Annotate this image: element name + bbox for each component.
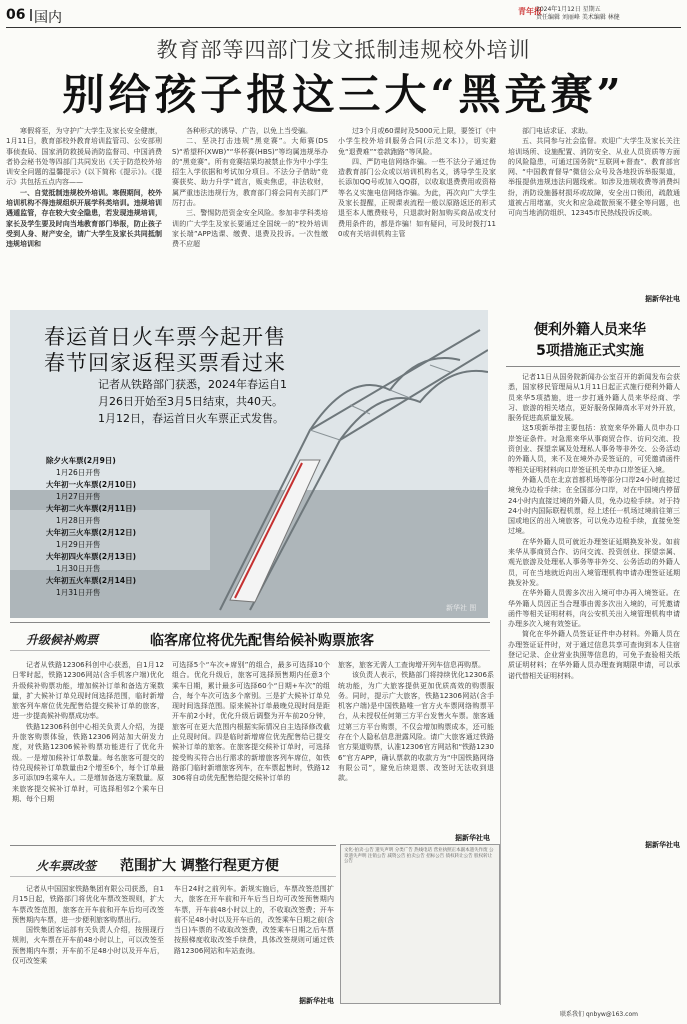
foreigners-title: 便利外籍人员来华 5项措施正式实施 [534,322,646,359]
issue-info [536,6,676,22]
paragraph: 各种形式的诱导、广告，以免上当受骗。 [186,127,312,135]
refund-col-2: 车日24时之前列车。新规实施后，车票改签范围扩大，旅客在开车前和开车后当日均可改签预售期内车票，开车前48小时以上的，不收取改签费；开车前不足48小时以及开车后的，改签乘车日期之前(含当日)车票的不收取改签费，改签乘车日期之后车票按照梯度收取改签手续费，具体改签规则可通过铁路12306网站和车站查询。 [174,885,334,955]
paragraph: 二、坚决打击违规“黑竞赛”。大师赛(DSS)“希望杯(XWB)”“华杯赛(HBS)”等均属违规举办的“黑竞赛”。所有竞赛结果均被禁止作为中小学生招生入学依据和考试加分项目。不法分子借助“竞赛获奖、助力升学”谎言，贩卖焦虑，非法收财，属严重违法违规行为，教育部门将会同有关部门严厉打击。 [172,137,328,208]
ads-text: 文化·拍卖·公告 遗失声明 分类广告 热线电话 营业执照正本副本遗失作废 公章遗失声明 注销公告 减资公告 拍卖公告 招标公告 债权转让公告 股权转让公告 [344,848,494,864]
schedule-item: 除夕火车票(2月9日) 1月26日开售 [46,456,116,477]
schedule-item: 大年初四火车票(2月13日) 1月30日开售 [46,552,137,573]
foreigners-body: 记者11日从国务院新闻办公室召开的新闻发布会获悉，国家移民管理局从1月11日起正式施行便利外籍人员来华5项措施，进一步打通外籍人员来华经商、学习、旅游的相关堵点，更好服务保障高水平对外开放，服务促进高质量发展。 这5项新举措主要包括：放宽来华外籍人员申办口岸签证条件。对急需来华从事商贸合作、访问交流、投资创业、探望亲属及处理私人事务等非外交、公务活动的外籍人员，来不及在境外办妥签证的，可凭邀请函件等相关证明材料向口岸签证机关申办口岸签证入境。 外籍人员在北京首都机场等部分口岸24小时直接过境免办边检手续；在全国部分口岸，对在中国境内停留24小时内直接过境的外籍人员，免办边检手续。对于持24小时内国际联程机票，经上述任一机场过境前往第三国或地区的出入境旅客，可以免办边检手续，直接免签过境。 在华外籍人员可就近办理签证延期换发补发。如前来华从事商贸合作、访问交流、投资创业、探望亲属、观光旅游及处理私人事务等非外交、公务活动的外籍人员，可在当地就近向出入境管理机构申请办理签证延期换发补发。 在华外籍人员需多次出入境可申办再入境签证。在华外籍人员因正当合理事由需多次出入境的，可凭邀请函件等相关证明材料，向公安机关出入境管理机构申请办理多次入境有效签证。 简化在华外籍人员签证证件申办材料。外籍人员在办理签证证件时，对于通过信息共享可查询到本人住宿登记记录、企业营业执照等信息的，可免予查验相关纸质证明材料；在华外籍人员办理查询期限申请，可以承诺代替相关证明材料。 [508,373,680,680]
foreigners-source: 据新华社电 [645,841,680,849]
paragraph: 四、严防电信网络诈骗。一些不法分子通过伪造教育部门公众或以培训机构名义，诱导学生及家长添加QQ号或加入QQ群，以收取退费费用或资格等名义实施电信网络诈骗。为此，再次向广大学生及家长提醒，正规课表流程一般以原路返还的形式退至本人缴费账号，只退款时附加购买商品或支付费用条件的，都是诈骗！如有疑问，可及时拨打110或有关培训机构主管 [338,157,496,238]
article-col-1 [6,126,162,304]
article-source: 据新华社电 [645,295,680,303]
train-title-line-2: 春节回家返程买票看过来 [44,351,286,375]
article-subtitle: 教育部等四部门发文抵制违规校外培训 [156,38,531,62]
schedule-item: 大年初五火车票(2月14日) 1月31日开售 [46,576,137,597]
train-lead: 记者从铁路部门获悉，2024年春运自1月26日开始至3月5日结束，共40天。1月12日，春运首日火车票正式发售。 [98,378,287,425]
paragraph: 过3个月或60课时及5000元上限，要签订《中小学生校外培训服务合同(示范文本)》，切实避免“退费难”“卷款跑路”等风险。 [338,127,496,156]
paragraph: 部门电话求证、求助。 [522,127,592,135]
footer-contact: 联系我们 qnbyw@163.com [560,1011,638,1018]
waitlist-col-2: 可选择5个“车次+席别”的组合，最多可选择10个组合。优化升级后，旅客可选择预售期内任意3个乘车日期，累计最多可选择60个“日期+车次”的组合，每个车次可选多个席别。三是扩大候补订单兑现时间选择范围。原来候补订单最晚兑现时间是距开车前2小时，优化升级后调整为开车前20分钟，旅客可在更大范围内根据实际情况自主选择修改截止兑现时间。四是临时新增席位优先配售给已提交候补订单的旅客。在旅客提交候补订单时，可选择接受购买符合出行需求的新增旅客列车席位，如铁路部门临时新增旅客列车，在车票起售时，铁路12306将自动优先配售给提交候补订单的 [172,661,330,783]
waitlist-title: 临客席位将优先配售给候补购票旅客 [150,633,374,649]
schedule-item: 大年初一火车票(2月10日) 1月27日开售 [46,480,137,501]
photo-caption: 新华社 图 [446,604,477,612]
refund-title: 范围扩大 调整行程更方便 [120,858,279,874]
section-rule [10,845,336,846]
column-divider [500,620,501,1005]
ticket-schedule [46,455,196,599]
article-col-4 [508,126,680,294]
article-col-2 [172,126,328,304]
paragraph: 五、共同参与社会监督。欢迎广大学生及家长关注培训场所、设施配置、消防安全、从业人员资质等方面的风险隐患，可通过国务院“互联网+督查”、教育部官网、“中国教育督导”微信公众号及各地投诉举报渠道，举报提供违规违法问题线索。如涉及违规收费等消费纠纷，消防设施器材损坏或故障，安全出口锁闭，疏散通道被占用堵塞，灾火和应急疏散预案不健全等问题，也可向当地消防组织、12345市民热线投诉反映。 [508,137,680,218]
schedule-item: 大年初二火车票(2月11日) 1月28日开售 [46,504,137,525]
header-divider [30,9,32,21]
article-col-3 [338,126,496,304]
waitlist-source: 据新华社电 [455,834,490,842]
editors: 责任编辑 刘丽峰 美术编辑 林健 [536,14,620,21]
sidebar-rule [506,366,680,367]
refund-tag: 火车票改签 [36,859,97,873]
classified-ads [340,844,500,1004]
waitlist-col-3: 旅客，旅客无需人工查询增开列车信息再购票。 该负责人表示，铁路部门将持续优化12306系统功能，为广大旅客提供更加优质高效的购票服务。同时，提示广大旅客，铁路12306网站(含手机客户端)是中国铁路唯一官方火车票网络购票平台，从未授权任何第三方平台发售火车票。旅客通过第三方平台购票，不仅会增加购票成本，还可能存在个人隐私信息泄露风险。请广大旅客通过铁路官方渠道购票，认准12306官方网站和“铁路12306”官方APP，确认票款的收款方为“中国铁路网络有限公司”，避免后续退票、改签时无法收到退款。 [338,661,494,783]
section-rule [10,876,336,877]
paragraph: 三、警惕防范资金安全风险。参加非学科类培训的广大学生及家长要通过全国统一的“校外培训家长端”APP选课、缴费、退费及投诉。一次性缴费不应超 [172,209,328,249]
waitlist-tag: 升级候补购票 [26,633,99,647]
refund-col-1: 记者从中国国家铁路集团有限公司获悉，自1月15日起，铁路部门将优化车票改签规则，扩大车票改签范围，旅客在开车前和开车后均可改签预售期内车票，进一步便利旅客购票出行。 国铁集团客运部有关负责人介绍，按照现行规则，火车票在开车前48小时以上，可以改签至预售期内车票；开车前不足48小时以及开车后，仅可改签乘 [12,885,164,966]
article-title: 别给孩子报这三大“黑竞赛” [62,70,625,119]
schedule-item: 大年初三火车票(2月12日) 1月29日开售 [46,528,137,549]
section-rule [10,650,490,651]
train-title-line-1: 春运首日火车票今起开售 [44,325,286,349]
paragraph: 寒假将至，为守护广大学生及家长安全健康，1月11日，教育部校外教育培训监管司、公安部刑事侦查局、国家消防救援局消防监督司、中国消费者协会秘书处等四部门共同发出《关于防范校外培训安全问题的温馨提示》(以下简称《提示》)。《提示》共包括五点内容—— [6,127,162,187]
masthead-logo: 青年报 [518,7,542,16]
header-rule [6,27,681,28]
train-feature [10,310,488,618]
paragraph: 一、自觉抵制违规校外培训。寒假期间，校外培训机构不得违规组织开展学科类培训。违规培训遇遁监管，存在较大安全隐患，若发现违规培训，家长及学生要及时向当地教育部门举报，防止孩子受到人身、财产安全，请广大学生及家长共同抵制违规培训和 [6,188,162,249]
page-number: 06 [6,7,26,23]
issue-date: 2024年1月12日 星期五 [536,6,601,13]
section-rule [10,622,490,623]
refund-source: 据新华社电 [299,997,334,1005]
waitlist-col-1: 记者从铁路12306科创中心获悉，自1月12日零时起，铁路12306网站(含手机客户端)优化升级候补购票功能，增加候补订单和备选方案数量，扩大候补订单兑现时间选择范围，临时新增旅客列车席位优先配售给提交候补订单的旅客，进一步提高候补购票成功率。 铁路12306科创中心相关负责人介绍，为提升旅客购票体验，铁路12306网站加大研发力度，对铁路12306候补购票功能进行了优化升级。一是增加候补订单数量。每名旅客可提交的待兑现候补订单数量由2个增至6个，每个订单最多可添加9名乘车人。二是增加备选方案数量。原来旅客提交候补订单时，可选择相邻2个乘车日期、每个日期 [12,661,164,803]
section-name: 国内 [34,10,62,26]
